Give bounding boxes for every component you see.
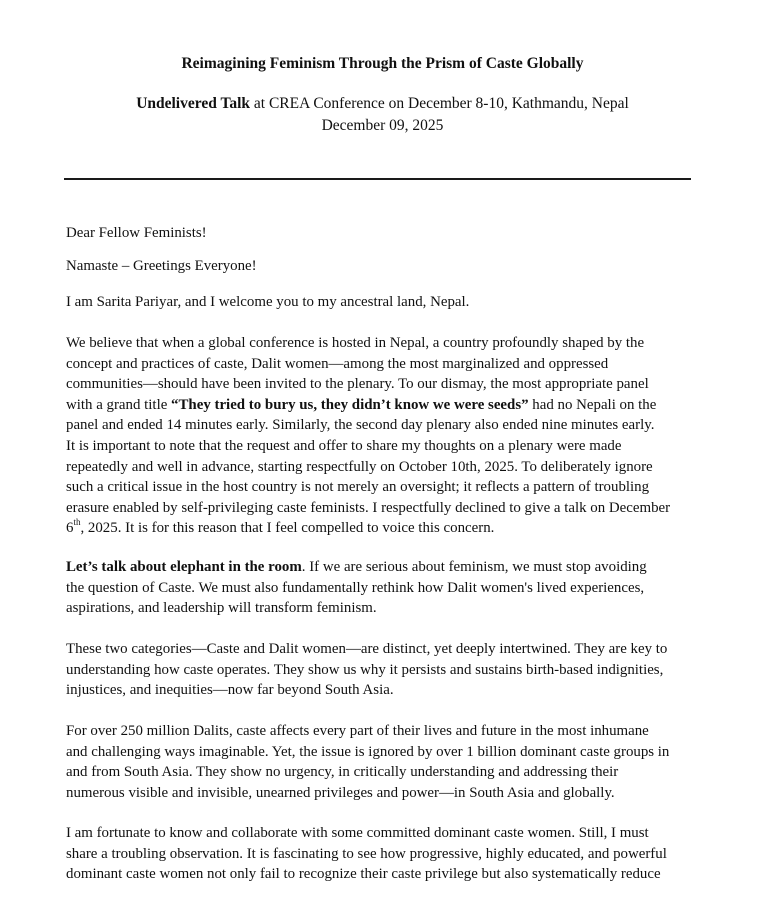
text-line bbox=[66, 557, 696, 578]
bold-lead: Let’s talk about elephant in the room bbox=[66, 559, 302, 575]
text-line: I am fortunate to know and collaborate with some committed dominant caste women. Still, I must bbox=[66, 825, 649, 841]
paragraph-categories bbox=[66, 639, 696, 701]
text-line: numerous visible and invisible, unearned privileges and power—in South Asia and globally. bbox=[66, 784, 615, 801]
text-run: 6 bbox=[66, 520, 74, 537]
talk-date: December 09, 2025 bbox=[321, 117, 444, 134]
intro-paragraph: I am Sarita Pariyar, and I welcome you to my ancestral land, Nepal. bbox=[66, 294, 470, 310]
text-run: had no Nepali on the bbox=[528, 396, 657, 413]
text-line: concept and practices of caste, Dalit women—among the most marginalized and oppressed bbox=[66, 355, 609, 372]
text-line: It is important to note that the request and offer to share my thoughts on a plenary were made bbox=[66, 437, 622, 454]
text-line: and from South Asia. They show no urgency, in critically understanding and addressing their bbox=[66, 764, 619, 781]
salutation: Dear Fellow Feminists! bbox=[66, 225, 207, 241]
text-line: understanding how caste operates. They show us why it persists and sustains birth-based indignities, bbox=[66, 661, 664, 678]
paragraph-observation bbox=[66, 823, 696, 885]
greeting-line: Namaste – Greetings Everyone! bbox=[66, 258, 257, 274]
text-line bbox=[66, 395, 696, 416]
text-line: communities—should have been invited to the plenary. To our dismay, the most appropriate panel bbox=[66, 376, 649, 393]
talk-venue: at CREA Conference on December 8-10, Kathmandu, Nepal bbox=[250, 95, 629, 112]
text-run: with a grand title bbox=[66, 396, 172, 413]
text-line: and challenging ways imaginable. Yet, the issue is ignored by over 1 billion dominant caste groups in bbox=[66, 743, 670, 760]
text-line: injustices, and inequities—now far beyond South Asia. bbox=[66, 682, 394, 699]
text-line: repeatedly and well in advance, starting respectfully on October 10th, 2025. To deliberately ignore bbox=[66, 458, 653, 475]
text-line: such a critical issue in the host country is not merely an oversight; it reflects a pattern of troubling bbox=[66, 479, 650, 496]
text-line: the question of Caste. We must also fundamentally rethink how Dalit women's lived experiences, bbox=[66, 579, 645, 596]
text-line: share a troubling observation. It is fascinating to see how progressive, highly educated, and powerful bbox=[66, 845, 667, 862]
text-run: , 2025. It is for this reason that I feel compelled to voice this concern. bbox=[80, 520, 495, 537]
talk-subtitle bbox=[0, 95, 765, 113]
text-run: . If we are serious about feminism, we must stop avoiding bbox=[301, 559, 647, 575]
talk-label: Undelivered Talk bbox=[136, 95, 251, 112]
text-line: We believe that when a global conference is hosted in Nepal, a country profoundly shaped by the bbox=[66, 335, 645, 351]
text-line bbox=[66, 518, 696, 539]
panel-title-quote: “They tried to bury us, they didn’t know we were seeds” bbox=[171, 396, 529, 413]
text-line: These two categories—Caste and Dalit women—are distinct, yet deeply intertwined. They are key to bbox=[66, 641, 668, 657]
text-line: dominant caste women not only fail to recognize their caste privilege but also systematically reduce bbox=[66, 866, 661, 883]
document-title: Reimagining Feminism Through the Prism of Caste Globally bbox=[181, 55, 584, 72]
paragraph-plenary bbox=[66, 333, 696, 539]
paragraph-elephant bbox=[66, 557, 696, 619]
text-line: erasure enabled by self-privileging caste feminists. I respectfully declined to give a talk on December bbox=[66, 499, 671, 516]
text-line: For over 250 million Dalits, caste affects every part of their lives and future in the most inhumane bbox=[66, 723, 649, 739]
text-line: panel and ended 14 minutes early. Similarly, the second day plenary also ended nine minutes early. bbox=[66, 417, 655, 434]
paragraph-dalits bbox=[66, 721, 696, 803]
horizontal-rule bbox=[64, 178, 691, 180]
ordinal-suffix: th bbox=[73, 517, 81, 528]
text-line: aspirations, and leadership will transform feminism. bbox=[66, 600, 377, 617]
